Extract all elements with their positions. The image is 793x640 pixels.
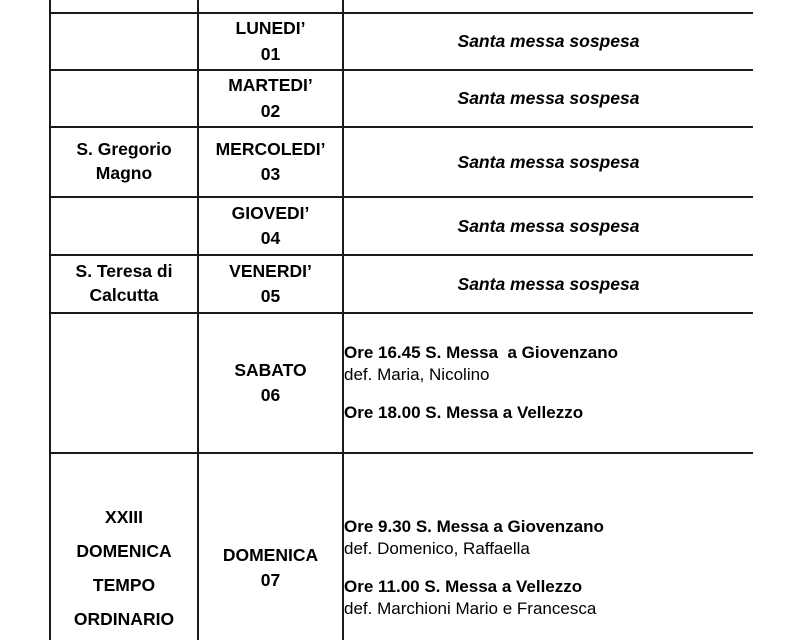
- day-name: MERCOLEDI’: [215, 138, 326, 159]
- spacer: [344, 561, 753, 576]
- day-name: GIOVEDI’: [231, 202, 310, 223]
- saint-name-line: Calcutta: [89, 285, 159, 305]
- day-number: 07: [260, 570, 281, 590]
- table-row: [50, 197, 753, 255]
- day-number: 05: [260, 286, 281, 306]
- saint-name-line: S. Gregorio: [76, 139, 172, 160]
- saint-cell: [50, 127, 198, 197]
- day-number: 02: [260, 100, 281, 121]
- table-row: [50, 70, 753, 127]
- liturgical-title-line: ORDINARIO: [73, 609, 175, 630]
- day-cell: [198, 70, 343, 127]
- liturgical-title-line: XXIII: [105, 506, 143, 527]
- mass-cell: Santa messa sospesa: [343, 13, 753, 70]
- mass-cell: [343, 453, 753, 640]
- mass-time-line: Ore 11.00 S. Messa a Vellezzo: [344, 576, 583, 596]
- table-row: [50, 453, 753, 640]
- saint-cell: [50, 197, 198, 255]
- day-cell: [198, 255, 343, 313]
- mass-intention-line: def. Maria, Nicolino: [344, 365, 490, 385]
- table-row: [50, 313, 753, 453]
- day-number: 03: [260, 164, 281, 184]
- day-name: SABATO: [234, 359, 307, 380]
- liturgical-title-line: DOMENICA: [76, 540, 172, 561]
- day-cell: [198, 313, 343, 453]
- mass-time-line: Ore 16.45 S. Messa a Giovenzano: [344, 342, 619, 362]
- saint-cell: [50, 13, 198, 70]
- mass-cell: Santa messa sospesa: [343, 127, 753, 197]
- day-number: 06: [260, 385, 281, 405]
- saint-cell: [50, 255, 198, 313]
- day-cell: [198, 0, 343, 13]
- mass-cell: Santa messa sospesa: [343, 197, 753, 255]
- mass-cell: Santa messa sospesa: [343, 70, 753, 127]
- spacer: [344, 387, 753, 402]
- saint-cell: [50, 453, 198, 640]
- saint-cell: [50, 313, 198, 453]
- table-row: [50, 13, 753, 70]
- mass-intention-line: def. Marchioni Mario e Francesca: [344, 598, 597, 618]
- mass-cell: [343, 313, 753, 453]
- day-cell: [198, 13, 343, 70]
- saint-name-line: Magno: [95, 163, 153, 183]
- day-number: 04: [260, 228, 281, 248]
- liturgical-title-line: TEMPO: [92, 575, 156, 595]
- day-cell: [198, 127, 343, 197]
- mass-time-line: Ore 9.30 S. Messa a Giovenzano: [344, 516, 604, 536]
- mass-cell: [343, 0, 753, 13]
- day-cell: [198, 453, 343, 640]
- mass-cell: Santa messa sospesa: [343, 255, 753, 313]
- day-name: DOMENICA: [222, 544, 319, 565]
- table-row: [50, 0, 753, 13]
- mass-schedule-table: [49, 0, 753, 640]
- day-cell: [198, 197, 343, 255]
- schedule-table-clip: [49, 0, 753, 640]
- table-row: [50, 255, 753, 313]
- table-row: [50, 127, 753, 197]
- day-name: MARTEDI’: [228, 75, 313, 96]
- day-name: LUNEDI’: [235, 18, 306, 39]
- saint-name-line: S. Teresa di: [75, 261, 173, 282]
- saint-cell: [50, 0, 198, 13]
- mass-intention-line: def. Domenico, Raffaella: [344, 539, 530, 559]
- day-number: 01: [260, 43, 281, 64]
- saint-cell: [50, 70, 198, 127]
- day-name: VENERDI’: [229, 260, 312, 281]
- mass-time-line: Ore 18.00 S. Messa a Vellezzo: [344, 402, 584, 422]
